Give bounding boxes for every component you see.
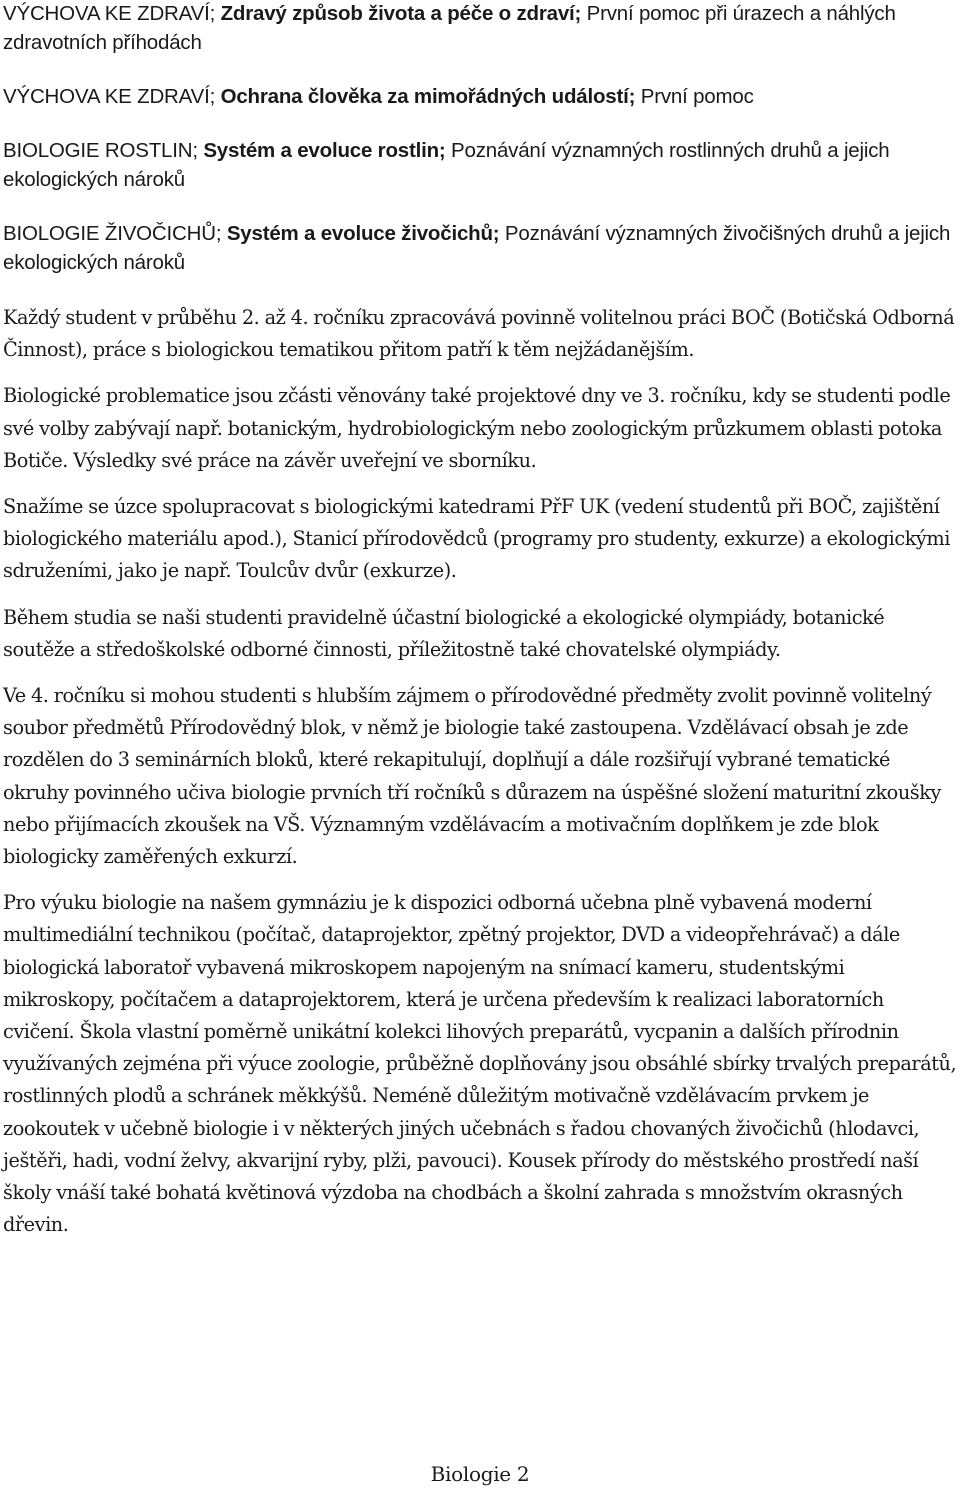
- topic-detail: Poznávání významných živočišných druhů a jejich ekologických nároků: [3, 222, 951, 274]
- body-text: [3, 302, 960, 1241]
- topic-detail: První pomoc při úrazech a náhlých zdravotních příhodách: [3, 2, 896, 54]
- paragraph-facilities: Pro výuku biologie na našem gymnáziu je k dispozici odborná učebna plně vybavená moderní multimediální technikou (počítač, dataprojektor, zpětný projektor, DVD a videopřehrávač) a dále biologická laboratoř vybavená mikroskopem napojeným na snímací kameru, studentskými mikroskopy, počítačem a dataprojektorem, která je určena především k realizaci laboratorních cvičení. Škola vlastní poměrně unikátní kolekci lihových preparátů, vycpanin a dalších přírodnin využívaných zejména při výuce zoologie, průběžně doplňovány jsou obsáhlé sbírky trvalých preparátů, rostlinných plodů a schránek měkkýšů. Neméně důležitým motivačně vzdělávacím prvkem je zookoutek v učebně biologie i v některých jiných učebnách s řadou chovaných živočichů (hlodavci, ještěři, hadi, vodní želvy, akvarijní ryby, plži, pavouci). Kousek přírody do městského prostředí naší školy vnáší také bohatá květinová výzdoba na chodbách a školní zahrada s množstvím okrasných dřevin.: [3, 891, 957, 1237]
- paragraph-science-block: Ve 4. ročníku si mohou studenti s hlubším zájmem o přírodovědné předměty zvolit povinně volitelný soubor předmětů Přírodovědný blok, v němž je biologie také zastoupena. Vzdělávací obsah je zde rozdělen do 3 seminárních bloků, které rekapitulují, doplňují a dále rozšiřují vybrané tematické okruhy povinného učiva biologie prvních tří ročníků s důrazem na úspěšné složení maturitní zkoušky nebo přijímacích zkoušek na VŠ. Významným vzdělávacím a motivačním doplňkem je zde blok biologicky zaměřených exkurzí.: [3, 684, 941, 869]
- topic-title: Systém a evoluce rostlin;: [203, 139, 446, 162]
- topic-item: [3, 0, 960, 57]
- topic-item: [3, 136, 960, 194]
- topic-area: VÝCHOVA KE ZDRAVÍ;: [3, 2, 221, 25]
- paragraph-olympiads: Během studia se naši studenti pravidelně účastní biologické a ekologické olympiády, botanické soutěže a středoškolské odborné činnosti, příležitostně také chovatelské olympiády.: [3, 605, 885, 661]
- topic-title: Ochrana člověka za mimořádných událostí;: [220, 85, 636, 108]
- topic-title: Systém a evoluce živočichů;: [226, 222, 500, 245]
- topic-area: BIOLOGIE ROSTLIN;: [3, 139, 204, 162]
- page-footer: Biologie 2: [430, 1462, 530, 1486]
- topic-area: VÝCHOVA KE ZDRAVÍ;: [3, 85, 221, 108]
- topic-item: [3, 82, 960, 111]
- topic-detail: Poznávání významných rostlinných druhů a jejich ekologických nároků: [3, 139, 890, 191]
- topic-detail: První pomoc: [635, 85, 754, 108]
- topic-area: BIOLOGIE ŽIVOČICHŮ;: [3, 222, 227, 245]
- paragraph-project-days: Biologické problematice jsou zčásti věnovány také projektové dny ve 3. ročníku, kdy se studenti podle své volby zabývají např. botanickým, hydrobiologickým nebo zoologickým průzkumem oblasti potoka Botiče. Výsledky své práce na závěr uveřejní ve sborníku.: [3, 384, 951, 472]
- topic-title: Zdravý způsob života a péče o zdraví;: [220, 2, 582, 25]
- paragraph-cooperation: Snažíme se úzce spolupracovat s biologickými katedrami PřF UK (vedení studentů při BOČ, zajištění biologického materiálu apod.), Stanicí přírodovědců (programy pro studenty, exkurze) a ekologickými sdruženími, jako je např. Toulcův dvůr (exkurze).: [3, 495, 950, 583]
- paragraph-boc: Každý student v průběhu 2. až 4. ročníku zpracovává povinně volitelnou práci BOČ (Botičská Odborná Činnost), práce s biologickou tematikou přitom patří k těm nejžádanějším.: [3, 306, 955, 362]
- topic-item: [3, 219, 960, 277]
- curriculum-topics: [3, 0, 960, 277]
